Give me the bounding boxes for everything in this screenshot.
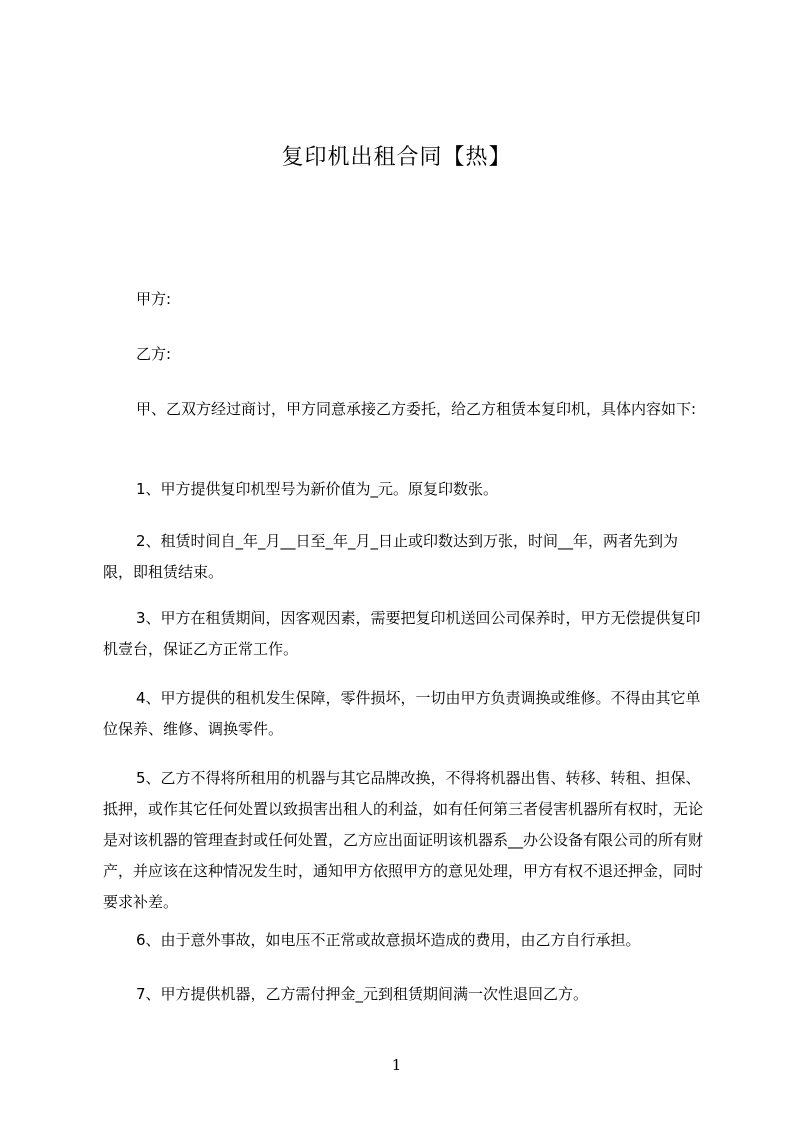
clause-4: 4、甲方提供的租机发生保障，零件损坏，一切由甲方负责调换或维修。不得由其它单位保养、维修、调换零件。: [103, 689, 701, 738]
intro-paragraph: 甲、乙双方经过商讨，甲方同意承接乙方委托，给乙方租赁本复印机，具体内容如下:: [136, 400, 697, 418]
clause-7: 7、甲方提供机器，乙方需付押金_元到租赁期间满一次性退回乙方。: [136, 985, 589, 1003]
party-b-line: 乙方:: [136, 345, 172, 363]
clause-3: 3、甲方在租赁期间，因客观因素，需要把复印机送回公司保养时，甲方无偿提供复印机壹台，保证乙方正常工作。: [103, 609, 701, 658]
clause-6: 6、由于意外事故，如电压不正常或故意损坏造成的费用，由乙方自行承担。: [136, 931, 641, 949]
clause-1: 1、甲方提供复印机型号为新价值为_元。原复印数张。: [136, 480, 499, 498]
clause-5: 5、乙方不得将所租用的机器与其它品牌改换，不得将机器出售、转移、转租、担保、抵押，或作其它任何处置以致损害出租人的利益，如有任何第三者侵害机器所有权时，无论是对该机器的管理查封或任何处置，乙方应出面证明该机器系__办公设备有限公司的所有财产，并应该在这种情况发生时，通知甲方依照甲方的意见处理，甲方有权不退还押金，同时要求补差。: [103, 769, 704, 911]
party-a-line: 甲方:: [136, 290, 172, 308]
document-title: 复印机出租合同【热】: [281, 145, 512, 170]
page-number: 1: [391, 1056, 402, 1074]
clause-2: 2、租赁时间自_年_月__日至_年_月_日止或印数达到万张，时间__年，两者先到为限，即租赁结束。: [103, 532, 679, 581]
